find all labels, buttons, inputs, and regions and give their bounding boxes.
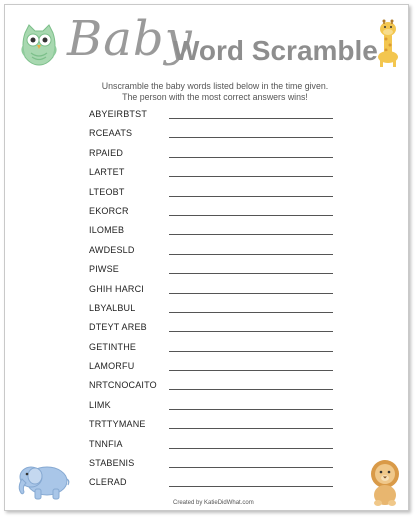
list-item [89, 474, 349, 493]
owl-icon [19, 23, 59, 67]
list-item [89, 300, 349, 319]
answer-line[interactable] [169, 293, 333, 294]
worksheet-page [4, 4, 409, 511]
instructions [45, 81, 385, 103]
scrambled-word: LIMK [89, 399, 111, 410]
answer-line[interactable] [169, 273, 333, 274]
list-item [89, 242, 349, 261]
answer-line[interactable] [169, 118, 333, 119]
list-item [89, 377, 349, 396]
answer-line[interactable] [169, 428, 333, 429]
scrambled-word: RCEAATS [89, 128, 133, 139]
scrambled-word: LAMORFU [89, 361, 135, 372]
list-item [89, 261, 349, 280]
answer-line[interactable] [169, 370, 333, 371]
answer-line[interactable] [169, 157, 333, 158]
scrambled-word: AWDESLD [89, 244, 135, 255]
answer-line[interactable] [169, 448, 333, 449]
answer-line[interactable] [169, 215, 333, 216]
answer-line[interactable] [169, 331, 333, 332]
scrambled-word: PIWSE [89, 264, 120, 275]
list-item [89, 184, 349, 203]
scrambled-word: CLERAD [89, 477, 127, 488]
answer-line[interactable] [169, 254, 333, 255]
scrambled-word: NRTCNOCAITO [89, 380, 157, 391]
list-item [89, 397, 349, 416]
scrambled-word: STABENIS [89, 458, 135, 469]
answer-line[interactable] [169, 234, 333, 235]
list-item [89, 319, 349, 338]
list-item [89, 455, 349, 474]
list-item [89, 416, 349, 435]
answer-line[interactable] [169, 196, 333, 197]
list-item [89, 436, 349, 455]
scrambled-word: LBYALBUL [89, 302, 136, 313]
list-item [89, 203, 349, 222]
instructions-line-2: The person with the most correct answers wins! [122, 92, 308, 102]
scrambled-word: GHIH HARCI [89, 283, 145, 294]
scrambled-word: ILOMEB [89, 225, 125, 236]
lion-icon [365, 459, 405, 507]
list-item [89, 281, 349, 300]
answer-line[interactable] [169, 389, 333, 390]
scrambled-word: EKORCR [89, 205, 129, 216]
answer-line[interactable] [169, 409, 333, 410]
scrambled-word: TNNFIA [89, 438, 123, 449]
list-item [89, 164, 349, 183]
answer-line[interactable] [169, 486, 333, 487]
answer-line[interactable] [169, 176, 333, 177]
scrambled-word: DTEYT AREB [89, 322, 147, 333]
scrambled-word: LARTET [89, 167, 125, 178]
answer-line[interactable] [169, 467, 333, 468]
answer-line[interactable] [169, 351, 333, 352]
script-title: Baby [67, 11, 193, 67]
instructions-line-1: Unscramble the baby words listed below in the time given. [101, 81, 329, 91]
scrambled-word: GETINTHE [89, 341, 137, 352]
page-title: Word Scramble [173, 35, 378, 66]
list-item [89, 222, 349, 241]
list-item [89, 339, 349, 358]
scrambled-word: TRTTYMANE [89, 419, 146, 430]
scrambled-word: RPAIED [89, 147, 124, 158]
credit-text: Created by KatieDidWhat.com [173, 500, 254, 506]
scrambled-word: ABYEIRBTST [89, 109, 148, 119]
scrambled-word: LTEOBT [89, 186, 125, 197]
answer-line[interactable] [169, 137, 333, 138]
list-item [89, 145, 349, 164]
word-list [89, 106, 349, 494]
answer-line[interactable] [169, 312, 333, 313]
list-item [89, 358, 349, 377]
list-item [89, 125, 349, 144]
giraffe-icon [373, 19, 403, 67]
list-item [89, 106, 349, 125]
elephant-icon [15, 461, 71, 501]
